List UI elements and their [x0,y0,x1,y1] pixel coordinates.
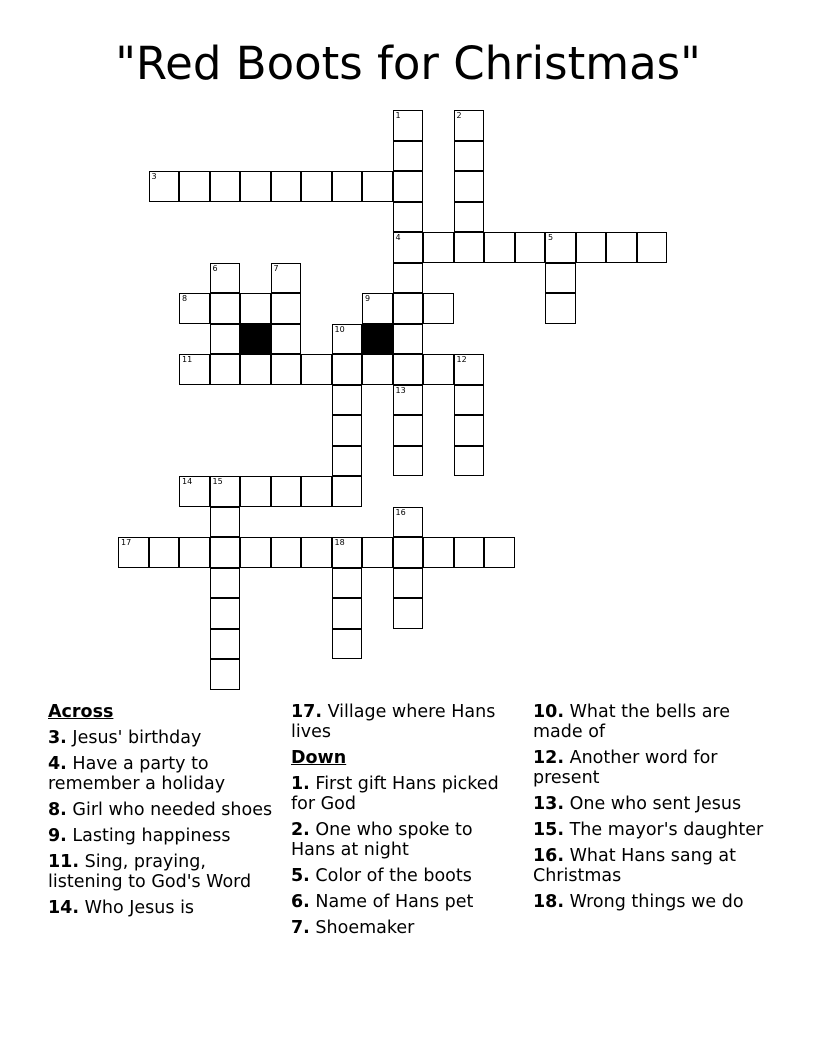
grid-cell[interactable] [149,537,180,568]
grid-cell[interactable] [332,568,363,599]
grid-cell[interactable] [149,171,180,202]
grid-cell[interactable] [271,171,302,202]
grid-cell[interactable] [271,324,302,355]
clue-column-1 [48,702,278,924]
grid-cell[interactable] [393,507,424,538]
grid-cell[interactable] [393,415,424,446]
cell-number: 12 [456,355,467,364]
grid-cell[interactable] [179,476,210,507]
grid-cell[interactable] [454,171,485,202]
grid-cell[interactable] [454,232,485,263]
grid-cell[interactable] [210,354,241,385]
grid-cell[interactable] [210,293,241,324]
cell-number: 17 [121,538,132,547]
grid-cell[interactable] [454,415,485,446]
grid-cell[interactable] [210,263,241,294]
grid-cell[interactable] [423,293,454,324]
grid-cell[interactable] [210,507,241,538]
grid-cell[interactable] [454,446,485,477]
grid-cell[interactable] [393,110,424,141]
grid-cell[interactable] [210,324,241,355]
grid-cell[interactable] [332,415,363,446]
grid-cell[interactable] [301,171,332,202]
grid-cell[interactable] [332,354,363,385]
cell-number: 7 [273,263,279,273]
grid-cell[interactable] [332,598,363,629]
down-header: Down [291,748,347,768]
grid-cell[interactable] [545,293,576,324]
grid-cell[interactable] [484,232,515,263]
cell-number: 5 [548,233,554,242]
grid-cell[interactable] [301,354,332,385]
grid-cell[interactable] [210,629,241,660]
grid-block [240,324,271,355]
grid-cell[interactable] [393,598,424,629]
clue-down-7: 7. Shoemaker [291,918,415,938]
grid-cell[interactable] [271,354,302,385]
grid-cell[interactable] [545,263,576,294]
grid-cell[interactable] [179,293,210,324]
clue-down-6: 6. Name of Hans pet [291,892,474,912]
grid-cell[interactable] [423,354,454,385]
clue-down-12: 12. Another word for present [533,748,718,788]
grid-cell[interactable] [210,537,241,568]
grid-cell[interactable] [332,171,363,202]
grid-cell[interactable] [210,598,241,629]
cell-number: 4 [395,233,401,242]
grid-cell[interactable] [454,537,485,568]
cell-number: 10 [334,324,345,334]
grid-cell[interactable] [210,171,241,202]
grid-cell[interactable] [332,385,363,416]
puzzle-title: "Red Boots for Christmas" [115,37,701,90]
cell-number: 13 [395,385,406,395]
grid-cell[interactable] [393,202,424,233]
grid-cell[interactable] [393,171,424,202]
cell-number: 6 [212,263,218,273]
grid-cell[interactable] [118,537,149,568]
cell-number: 3 [151,172,157,181]
grid-cell[interactable] [179,171,210,202]
grid-cell[interactable] [362,354,393,385]
grid-cell[interactable] [271,476,302,507]
grid-cell[interactable] [210,568,241,599]
clue-across-11: 11. Sing, praying, listening to God's Word [48,852,252,892]
cell-number: 9 [365,294,371,303]
clue-down-5: 5. Color of the boots [291,866,472,886]
grid-cell[interactable] [271,263,302,294]
grid-cell[interactable] [393,293,424,324]
clue-across-8: 8. Girl who needed shoes [48,800,273,820]
grid-cell[interactable] [576,232,607,263]
grid-cell[interactable] [393,446,424,477]
grid-cell[interactable] [484,537,515,568]
grid-cell[interactable] [393,385,424,416]
clue-down-1: 1. First gift Hans picked for God [291,774,499,814]
grid-cell[interactable] [240,171,271,202]
clue-column-3 [533,702,773,918]
grid-cell[interactable] [454,141,485,172]
grid-cell[interactable] [210,659,241,690]
clue-across-14: 14. Who Jesus is [48,898,195,918]
grid-cell[interactable] [332,324,363,355]
cell-number: 15 [212,477,223,486]
grid-cell[interactable] [362,293,393,324]
grid-cell[interactable] [606,232,637,263]
grid-cell[interactable] [179,354,210,385]
grid-cell[interactable] [393,263,424,294]
clue-down-16: 16. What Hans sang at Christmas [533,846,736,886]
grid-cell[interactable] [393,568,424,599]
grid-cell[interactable] [362,171,393,202]
cell-number: 18 [334,538,345,547]
clue-across-3: 3. Jesus' birthday [48,728,202,748]
grid-cell[interactable] [393,537,424,568]
grid-cell[interactable] [332,476,363,507]
grid-cell[interactable] [271,293,302,324]
grid-cell[interactable] [301,476,332,507]
grid-cell[interactable] [393,232,424,263]
clue-across-4: 4. Have a party to remember a holiday [48,754,226,794]
grid-cell[interactable] [240,354,271,385]
grid-cell[interactable] [454,202,485,233]
grid-cell[interactable] [210,476,241,507]
grid-cell[interactable] [240,293,271,324]
grid-cell[interactable] [240,476,271,507]
clue-down-13: 13. One who sent Jesus [533,794,742,814]
grid-cell[interactable] [423,232,454,263]
grid-cell[interactable] [332,446,363,477]
grid-cell[interactable] [423,537,454,568]
grid-cell[interactable] [240,537,271,568]
grid-cell[interactable] [179,537,210,568]
clue-down-2: 2. One who spoke to Hans at night [291,820,473,860]
clue-across-17: 17. Village where Hans lives [291,702,496,742]
grid-block [362,324,393,355]
cell-number: 16 [395,507,406,517]
clue-across-9: 9. Lasting happiness [48,826,231,846]
grid-cell[interactable] [454,354,485,385]
clue-column-2 [291,702,521,944]
grid-cell[interactable] [515,232,546,263]
grid-cell[interactable] [362,537,393,568]
grid-cell[interactable] [393,324,424,355]
clue-down-15: 15. The mayor's daughter [533,820,764,840]
cell-number: 14 [182,477,193,486]
grid-cell[interactable] [545,232,576,263]
grid-cell[interactable] [271,537,302,568]
cell-number: 11 [182,355,193,364]
cell-number: 8 [182,294,188,303]
cell-number: 1 [395,111,401,120]
grid-cell[interactable] [332,537,363,568]
grid-cell[interactable] [454,110,485,141]
clue-down-10: 10. What the bells are made of [533,702,730,742]
across-header: Across [48,702,114,722]
grid-cell[interactable] [637,232,668,263]
grid-cell[interactable] [393,354,424,385]
grid-cell[interactable] [454,385,485,416]
grid-cell[interactable] [332,629,363,660]
grid-cell[interactable] [393,141,424,172]
grid-cell[interactable] [301,537,332,568]
clue-down-18: 18. Wrong things we do [533,892,744,912]
cell-number: 2 [456,111,462,120]
